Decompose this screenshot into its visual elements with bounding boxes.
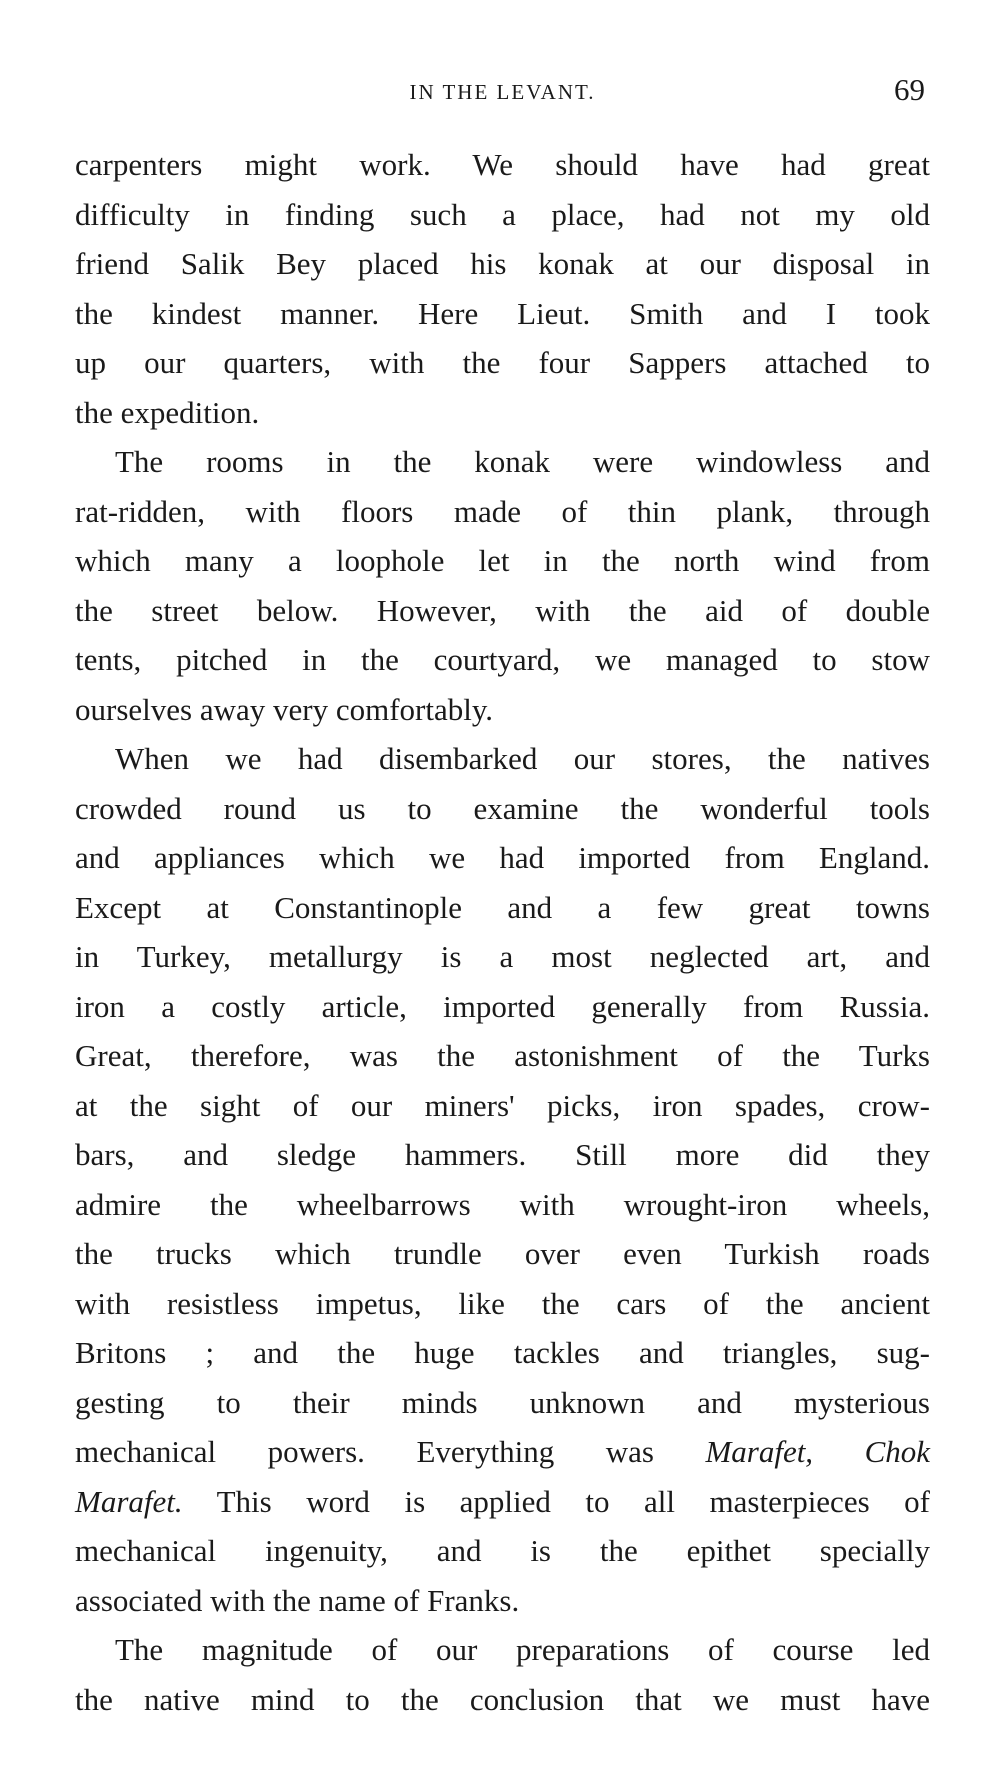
text-line: rat-ridden, with floors made of thin plank, through bbox=[75, 493, 930, 529]
text-line: which many a loophole let in the north wind from bbox=[75, 543, 930, 578]
text-line: the expedition. bbox=[75, 394, 260, 430]
text-line: in Turkey, metallurgy is a most neglected art, and bbox=[75, 939, 930, 974]
text-line: with resistless impetus, like the cars of the ancient bbox=[75, 1285, 930, 1321]
paragraph bbox=[75, 437, 930, 734]
text-line-prefix: mechanical powers. Everything was bbox=[75, 1434, 706, 1469]
text-line bbox=[75, 1427, 930, 1477]
text-line: When we had disembarked our stores, the natives bbox=[115, 741, 930, 776]
text-line: up our quarters, with the four Sappers attached to bbox=[75, 345, 930, 380]
text-line: difficulty in finding such a place, had not my old bbox=[75, 196, 930, 232]
text-line: iron a costly article, imported generally from Russia. bbox=[75, 988, 930, 1024]
text-line: bars, and sledge hammers. Still more did they bbox=[75, 1137, 930, 1172]
text-line: at the sight of our miners' picks, iron spades, crow- bbox=[75, 1087, 930, 1123]
italic-phrase: Marafet. bbox=[75, 1483, 183, 1519]
text-line: friend Salik Bey placed his konak at our disposal in bbox=[75, 246, 930, 281]
text-line: the native mind to the conclusion that we must have bbox=[75, 1681, 930, 1717]
text-line: and appliances which we had imported from England. bbox=[75, 840, 930, 875]
page-number: 69 bbox=[894, 72, 925, 107]
text-line: mechanical ingenuity, and is the epithet specially bbox=[75, 1533, 930, 1568]
paragraph bbox=[75, 140, 930, 437]
text-line: Great, therefore, was the astonishment of the Turks bbox=[75, 1038, 930, 1073]
text-line: the kindest manner. Here Lieut. Smith and I took bbox=[75, 295, 930, 331]
body-text bbox=[75, 140, 930, 1724]
text-line: carpenters might work. We should have had great bbox=[75, 147, 930, 182]
paragraph bbox=[75, 1625, 930, 1724]
running-title: IN THE LEVANT. bbox=[409, 80, 596, 104]
text-line: tents, pitched in the courtyard, we managed to stow bbox=[75, 642, 930, 677]
text-line: ourselves away very comfortably. bbox=[75, 691, 494, 727]
text-line bbox=[75, 1477, 930, 1527]
text-line: The magnitude of our preparations of course led bbox=[115, 1632, 930, 1667]
text-line: Britons ; and the huge tackles and triangles, sug- bbox=[75, 1335, 930, 1370]
italic-phrase: Marafet, Chok bbox=[705, 1434, 931, 1469]
text-line: the trucks which trundle over even Turkish roads bbox=[75, 1236, 930, 1271]
text-line: The rooms in the konak were windowless and bbox=[115, 444, 930, 479]
text-line: gesting to their minds unknown and mysterious bbox=[75, 1384, 930, 1420]
text-line: crowded round us to examine the wonderful tools bbox=[75, 790, 930, 826]
text-line: the street below. However, with the aid of double bbox=[75, 592, 930, 628]
text-line: admire the wheelbarrows with wrought-iron wheels, bbox=[75, 1186, 930, 1222]
paragraph bbox=[75, 734, 930, 1625]
text-line: Except at Constantinople and a few great towns bbox=[75, 889, 930, 925]
running-head bbox=[75, 72, 930, 112]
text-line: associated with the name of Franks. bbox=[75, 1582, 520, 1618]
text-line-rest: This word is applied to all masterpieces of bbox=[182, 1483, 930, 1519]
